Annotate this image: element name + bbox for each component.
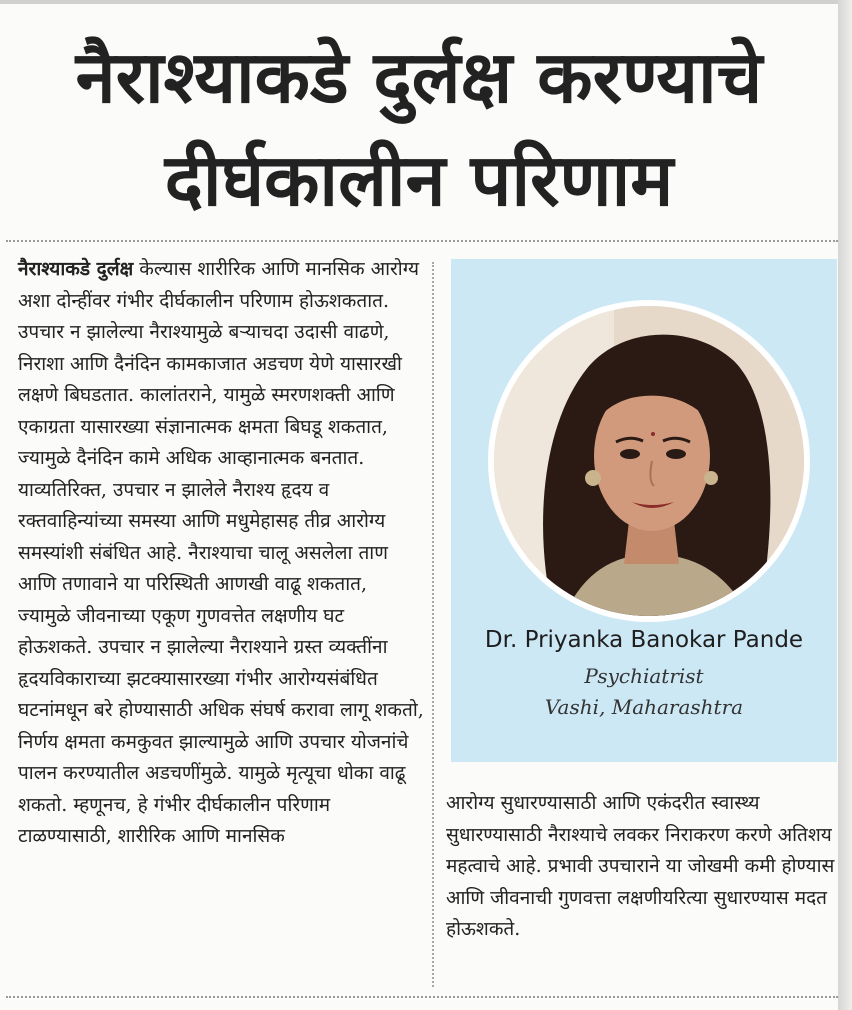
bottom-rule	[6, 996, 838, 998]
page-edge-shadow	[838, 0, 852, 1010]
article-left-column	[18, 254, 424, 853]
headline	[0, 26, 838, 232]
doctor-name: Dr. Priyanka Banokar Pande	[484, 627, 804, 653]
headline-divider	[6, 240, 838, 242]
article-left-text: केल्यास शारीरिक आणि मानसिक आरोग्य अशा दोन्हींवर गंभीर दीर्घकालीन परिणाम होऊशकतात. उपचार न झालेल्या नैराश्यामुळे बऱ्याचदा उदासी वाढणे, निराशा आणि दैनंदिन कामकाजात अडचण येणे यासारखी लक्षणे बिघडतात. कालांतराने, यामुळे स्मरणशक्ती आणि एकाग्रता यासारख्या संज्ञानात्मक क्षमता बिघडू शकतात, ज्यामुळे दैनंदिन कामे अधिक आव्हानात्मक बनतात. याव्यतिरिक्त, उपचार न झालेले नैराश्य हृदय व रक्तवाहिन्यांच्या समस्या आणि मधुमेहासह तीव्र आरोग्य समस्यांशी संबंधित आहे. नैराश्याचा चालू असलेला ताण आणि तणावाने या परिस्थिती आणखी वाढू शकतात, ज्यामुळे जीवनाच्या एकूण गुणवत्तेत लक्षणीय घट होऊशकते. उपचार न झालेल्या नैराश्याने ग्रस्त व्यक्तींना हृदयविकाराच्या झटक्यासारख्या गंभीर आरोग्यसंबंधित घटनांमधून बरे होण्यासाठी अधिक संघर्ष करावा लागू शकतो, निर्णय क्षमता कमकुवत झाल्यामुळे आणि उपचार योजनांचे पालन करण्यातील अडचणींमुळे. यामुळे मृत्यूचा धोका वाढू शकतो. म्हणूनच, हे गंभीर दीर्घकालीन परिणाम टाळण्यासाठी, शारीरिक आणि मानसिक	[18, 258, 424, 847]
column-divider	[432, 262, 434, 987]
top-rule	[0, 0, 838, 4]
headline-line-2: दीर्घकालीन परिणाम	[164, 138, 674, 222]
photo-frame	[488, 300, 810, 622]
doctor-portrait-icon	[494, 306, 804, 616]
doctor-location: Vashi, Maharashtra	[544, 695, 744, 719]
doctor-photo	[494, 306, 804, 616]
headline-line-1: नैराश्याकडे दुर्लक्ष करण्याचे	[75, 35, 763, 119]
doctor-title: Psychiatrist	[584, 664, 704, 688]
article-right-column: आरोग्य सुधारण्यासाठी आणि एकंदरीत स्वास्थ्य सुधारण्यासाठी नैराश्याचे लवकर निराकरण करणे अतिशय महत्वाचे आहे. प्रभावी उपचाराने या जोखमी कमी होण्यास आणि जीवनाची गुणवत्ता लक्षणीयरित्या सुधारण्यास मदत होऊशकते.	[446, 792, 835, 940]
profile-box	[451, 259, 837, 762]
article-lead: नैराश्याकडे दुर्लक्ष	[18, 258, 134, 280]
